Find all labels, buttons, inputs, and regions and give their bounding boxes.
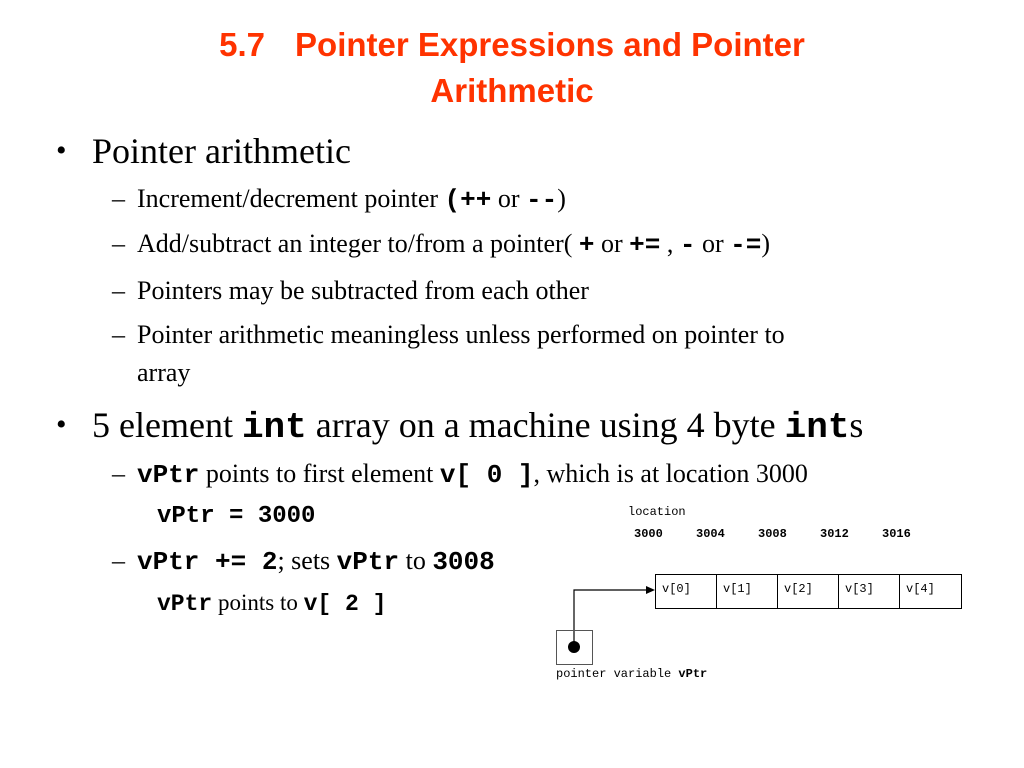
array-cell-v1: v[1]: [717, 575, 778, 608]
dash-icon: –: [112, 459, 125, 488]
s6-text: ; sets: [277, 546, 337, 575]
code-vptr: vPtr: [137, 460, 200, 490]
dash-icon: –: [112, 184, 125, 213]
code-v0: v[ 0 ]: [439, 460, 534, 490]
address-3012: 3012: [820, 527, 849, 541]
array-cell-v4: v[4]: [906, 582, 935, 596]
location-label: location: [628, 505, 686, 519]
bullet-pointer-arithmetic: Pointer arithmetic: [92, 131, 351, 171]
dash-icon: –: [112, 229, 125, 258]
b2-post: s: [849, 405, 864, 445]
pointer-name-text: vPtr: [678, 667, 708, 681]
code-plus-equals: +=: [629, 230, 661, 260]
code-3008: 3008: [432, 547, 495, 577]
title-line-1: Pointer Expressions and Pointer: [295, 26, 805, 63]
sub-meaningless-2: array: [137, 358, 191, 387]
code-vptr: vPtr: [336, 547, 400, 577]
address-3004: 3004: [696, 527, 725, 541]
pointer-dot-icon: [568, 641, 580, 653]
code-int: int: [784, 407, 850, 448]
code-vptr-3000: vPtr = 3000: [157, 503, 316, 530]
array-cell-v2: v[2]: [778, 575, 839, 608]
paren-text: ): [761, 229, 771, 258]
address-3016: 3016: [882, 527, 911, 541]
code-vptr-plus-2: vPtr += 2: [137, 547, 278, 577]
bullet-icon: •: [56, 134, 67, 167]
s5-post: , which is at location 3000: [533, 459, 808, 488]
code-decrement: --: [526, 185, 558, 215]
code-vptr: vPtr: [157, 591, 213, 617]
b2-pre: 5 element: [92, 405, 242, 445]
or-text: or: [491, 184, 527, 213]
s6b-text: points to: [212, 590, 304, 615]
dash-icon: –: [112, 276, 125, 305]
array-cell-v0: v[0]: [656, 575, 717, 608]
code-v2: v[ 2 ]: [303, 591, 387, 617]
sub-meaningless-1: Pointer arithmetic meaningless unless performed on pointer to: [137, 320, 785, 349]
title-line-2: Arithmetic: [430, 72, 594, 109]
or-text: or: [695, 229, 731, 258]
b2-mid: array on a machine using 4 byte: [306, 405, 785, 445]
code-increment: (++: [444, 185, 492, 215]
address-3000: 3000: [634, 527, 663, 541]
section-number: 5.7: [219, 26, 266, 63]
paren-text: ): [557, 184, 566, 213]
array-cell-v3: v[3]: [839, 575, 900, 608]
code-plus: +: [578, 230, 595, 260]
comma-text: ,: [660, 229, 680, 258]
code-minus-equals: -=: [730, 230, 762, 260]
or-text: or: [594, 229, 630, 258]
code-minus: -: [679, 230, 696, 260]
code-int: int: [241, 407, 307, 448]
pointer-label-text: pointer variable: [556, 667, 679, 681]
pointer-variable-caption: [556, 667, 707, 681]
s5-text: points to first element: [199, 459, 440, 488]
sub-increment-text: Increment/decrement pointer: [137, 184, 445, 213]
address-3008: 3008: [758, 527, 787, 541]
dash-icon: –: [112, 320, 125, 349]
s6-mid: to: [399, 546, 433, 575]
dash-icon: –: [112, 546, 125, 575]
sub-subtracted: Pointers may be subtracted from each other: [137, 276, 589, 305]
sub-add-text: Add/subtract an integer to/from a pointer(: [137, 229, 579, 258]
bullet-icon: •: [56, 408, 67, 441]
